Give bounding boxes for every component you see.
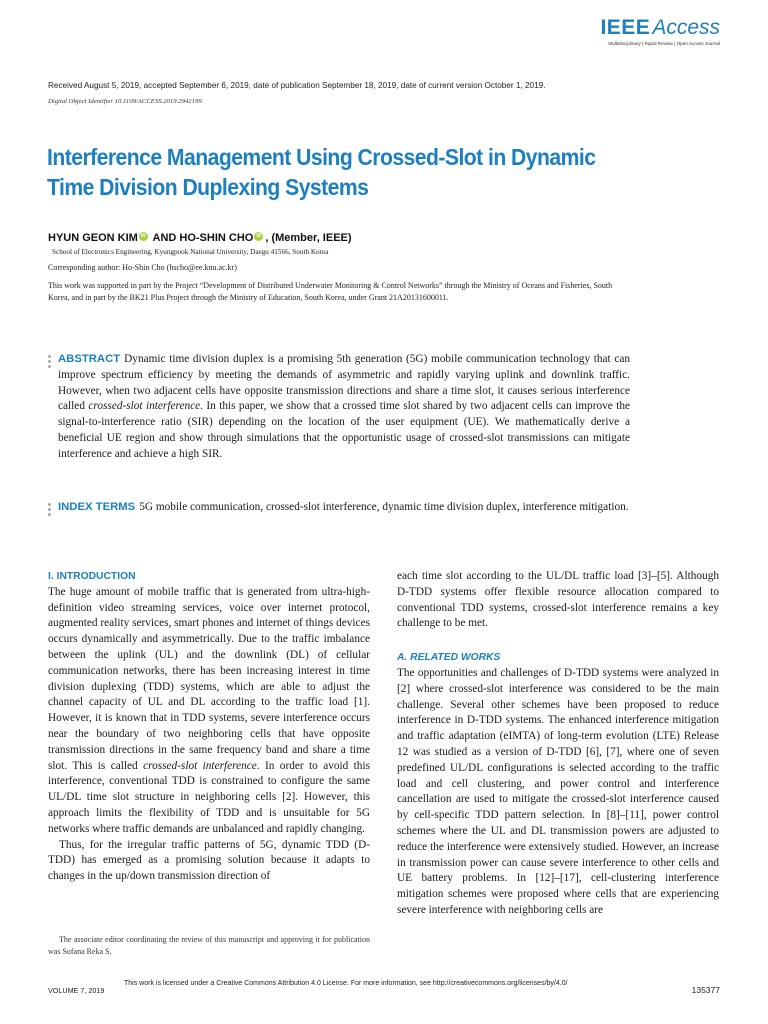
author-2: AND HO-SHIN CHO: [152, 232, 254, 244]
abstract-text: ABSTRACT Dynamic time division duplex is a promising 5th generation (5G) mobile communication technology that can improve spectrum efficiency by meeting the demands of asymmetric and rapidly varying uplink and downlink traffic. However, when two adjacent cells have opposite transmission directions and share a time slot, it causes serious interference called crossed-slot interference. In this paper, we show that a crossed time slot shared by two adjacent cells can improve the signal-to-interference ratio (SIR) depending on the location of the user equipment (UE). We mathematically derive a beneficial UE region and show through simulations that the opportunistic usage of crossed-slot transmissions can mitigate interference and achieve a high SIR.: [58, 353, 630, 460]
orcid-icon[interactable]: iD: [140, 233, 146, 239]
intro-paragraph-2: Thus, for the irregular traffic patterns of 5G, dynamic TDD (D-TDD) has emerged as a promising solution because it adapts to changes in the up/down transmission direction of: [48, 838, 370, 883]
editor-footnote: The associate editor coordinating the review of this manuscript and approving it for publication was Sofana Reka S.: [48, 935, 370, 956]
right-column: [397, 569, 719, 919]
doi-line: Digital Object Identifier 10.1109/ACCESS.2019.2942199: [48, 98, 202, 105]
affiliation: School of Electronics Engineering, Kyungpook National University, Daegu 41566, South Korea: [52, 248, 329, 256]
author-line: [48, 232, 352, 244]
dots-icon: [48, 503, 52, 518]
abstract-label: ABSTRACT: [58, 353, 121, 365]
intro-paragraph-1: The huge amount of mobile traffic that is generated from ultra-high-definition video streaming services, voice over internet protocol, augmented reality services, smart phones and internet of things devices occurs dynamically and asymmetrically. Due to the traffic imbalance between the uplink (UL) and the downlink (DL) of cellular communication networks, there has been increasing interest in time division duplexing (TDD) systems, which are able to adjust the channel capacity of UL and DL according to the traffic load [1]. However, it is known that in TDD systems, severe interference occurs near the boundary of two neighboring cells that have opposite transmission directions in the same frequency band and share a time slot. This is called crossed-slot interference. In order to avoid this interference, conventional TDD is constrained to configure the same UL/DL time slot structure in neighboring cells [2]. However, this approach limits the flexibility of TDD and is unsuitable for 5G networks where traffic demands are unbalanced and rapidly changing.: [48, 585, 370, 835]
logo-ieee: IEEE: [600, 16, 651, 39]
orcid-icon[interactable]: iD: [256, 233, 262, 239]
index-terms-text: INDEX TERMS 5G mobile communication, crossed-slot interference, dynamic time division duplex, interference mitigation.: [58, 501, 629, 513]
funding-statement: This work was supported in part by the Project “Development of Distributed Underwater Monitoring & Control Networks” through the Ministry of Oceans and Fisheries, South Korea, and in part by the BK21 Plus Project through the Ministry of Education, South Korea, under Grant 21A20131600011.: [48, 281, 613, 302]
author-membership: , (Member, IEEE): [265, 232, 352, 244]
footer-license[interactable]: This work is licensed under a Creative Commons Attribution 4.0 License. For more information, see http://creativecommons.org/licenses/by/4.0/: [124, 980, 568, 987]
logo-tagline: Multidisciplinary | Rapid Review | Open Access Journal: [608, 41, 720, 46]
paper-title: Interference Management Using Crossed-Slot in Dynamic Time Division Duplexing Systems: [47, 144, 596, 200]
abstract-section: [48, 352, 630, 463]
footer-volume: VOLUME 7, 2019: [48, 986, 105, 995]
section-heading-introduction: I. INTRODUCTION: [48, 571, 136, 582]
related-works-paragraph: The opportunities and challenges of D-TDD systems were analyzed in [2] where crossed-slot interference was considered to be the main challenge. Several other schemes have been proposed to reduce interference in D-TDD systems. The enhanced interference mitigation and traffic adaptation (eIMTA) of long-term evolution (LTE) Release 12 was studied as a version of D-TDD [6], [7], where one of seven predefined UL/DL configurations is selected according to the traffic load and cell clustering, and power control and interference cancellation are used to mitigate the crossed-slot interference caused by cell-specific TDD pattern selection. In [8]–[11], power control schemes where the UL and DL transmission powers are adjusted to reduce the interference were extensively studied. However, an increase in transmission power can cause severe interference to other cells and UE battery problems. In [12]–[17], cell-clustering interference mitigation schemes were proposed where cells that are experiencing severe interference with neighboring cells are: [397, 666, 719, 916]
logo-access: Access: [652, 16, 720, 39]
author-1: HYUN GEON KIM: [48, 232, 138, 244]
left-column: [48, 569, 370, 885]
journal-logo: [600, 16, 720, 46]
received-dates: Received August 5, 2019, accepted September 6, 2019, date of publication September 18, 2019, date of current version October 1, 2019.: [48, 81, 546, 90]
subsection-heading-related-works: A. RELATED WORKS: [397, 652, 501, 664]
intro-paragraph-2-continued: each time slot according to the UL/DL traffic load [3]–[5]. Although D-TDD systems offer flexible resource allocation compared to conventional TDD systems, crossed-slot interference remains a key challenge to be met.: [397, 570, 719, 630]
footer-page-number: 135377: [691, 985, 720, 995]
corresponding-author: Corresponding author: Ho-Shin Cho (hscho@ee.knu.ac.kr): [48, 263, 237, 272]
index-terms-label: INDEX TERMS: [58, 501, 136, 513]
index-terms-section: [48, 500, 630, 516]
dots-icon: [48, 355, 52, 370]
logo-wordmark: [600, 16, 720, 40]
